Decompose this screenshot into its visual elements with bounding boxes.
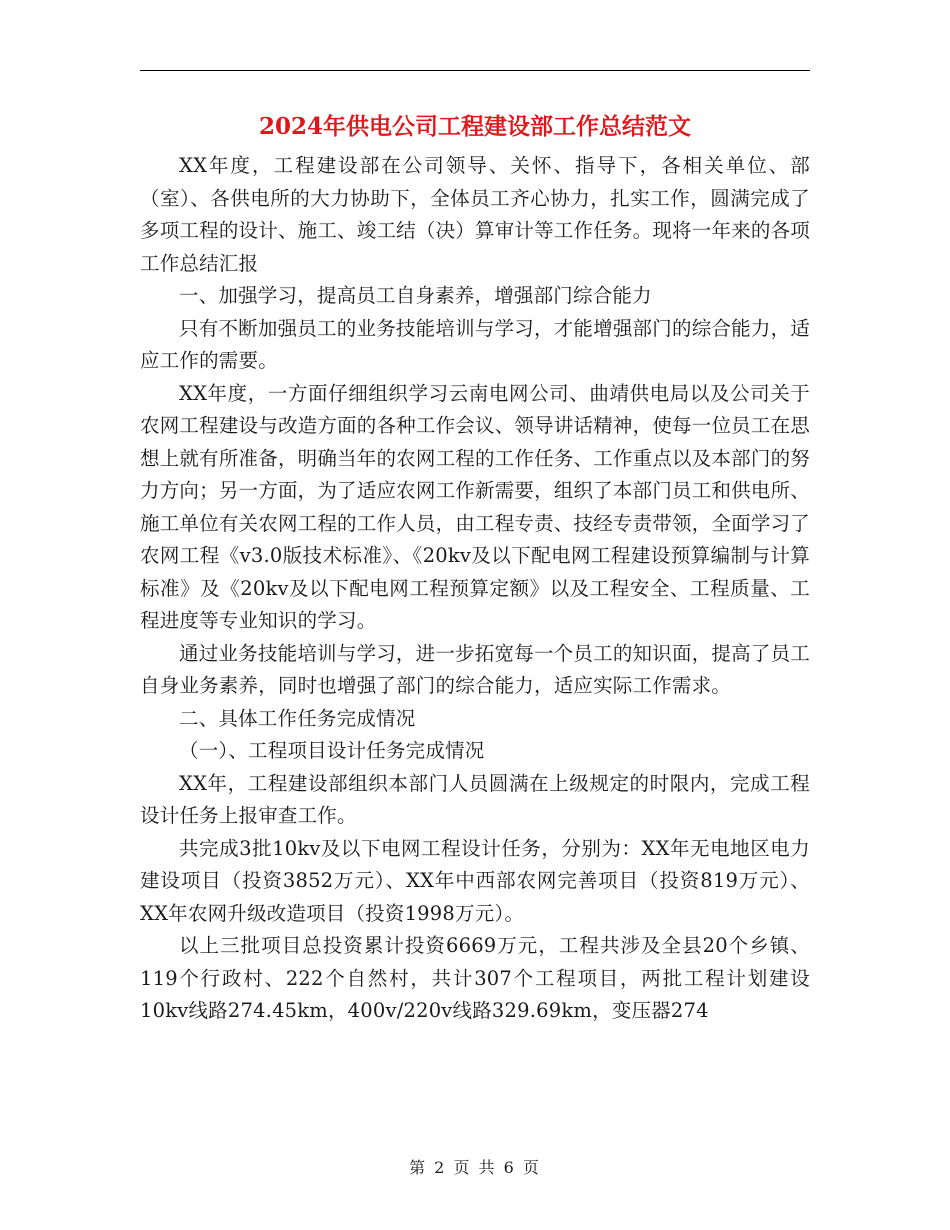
document-title: 2024年供电公司工程建设部工作总结范文 — [258, 113, 691, 140]
paragraph: 以上三批项目总投资累计投资6669万元，工程共涉及全县20个乡镇、119个行政村、222个自然村，共计307个工程项目，两批工程计划建设10kv线路274.45km，400v/220v线路329.69km，变压器274 — [140, 934, 810, 1022]
section-heading-2: 二、具体工作任务完成情况 — [179, 706, 416, 730]
paragraph: 通过业务技能培训与学习，进一步拓宽每一个员工的知识面，提高了员工自身业务素养，同时也增强了部门的综合能力，适应实际工作需求。 — [140, 641, 810, 697]
paragraph: XX年度，一方面仔细组织学习云南电网公司、曲靖供电局以及公司关于农网工程建设与改造方面的各种工作会议、领导讲话精神，使每一位员工在思想上就有所准备，明确当年的农网工程的工作任务、工作重点以及本部门的努力方向；另一方面，为了适应农网工作新需要，组织了本部门员工和供电所、施工单位有关农网工程的工作人员，由工程专责、技经专责带领，全面学习了农网工程《v3.0版技术标准》、《20kv及以下配电网工程建设预算编制与计算标准》及《20kv及以下配电网工程预算定额》以及工程安全、工程质量、工程进度等专业知识的学习。 — [140, 381, 810, 632]
section-heading-1: 一、加强学习，提高员工自身素养，增强部门综合能力 — [179, 284, 652, 307]
subsection-heading-1: （一）、工程项目设计任务完成情况 — [179, 739, 485, 762]
paragraph-intro: XX年度，工程建设部在公司领导、关怀、指导下，各相关单位、部（室）、各供电所的大力协助下，全体员工齐心协力，扎实工作，圆满完成了多项工程的设计、施工、竣工结（决）算审计等工作任务。现将一年来的各项工作总结汇报 — [140, 154, 810, 275]
paragraph: XX年，工程建设部组织本部门人员圆满在上级规定的时限内，完成工程设计任务上报审查工作。 — [140, 771, 810, 827]
paragraph: 只有不断加强员工的业务技能培训与学习，才能增强部门的综合能力，适应工作的需要。 — [140, 316, 810, 372]
page-footer: 第 2 页 共 6 页 — [409, 1158, 541, 1177]
document-body — [140, 150, 810, 1028]
header-rule — [140, 70, 810, 71]
paragraph: 共完成3批10kv及以下电网工程设计任务，分别为：XX年无电地区电力建设项目（投资3852万元）、XX年中西部农网完善项目（投资819万元）、XX年农网升级改造项目（投资1998万元）。 — [140, 836, 810, 925]
